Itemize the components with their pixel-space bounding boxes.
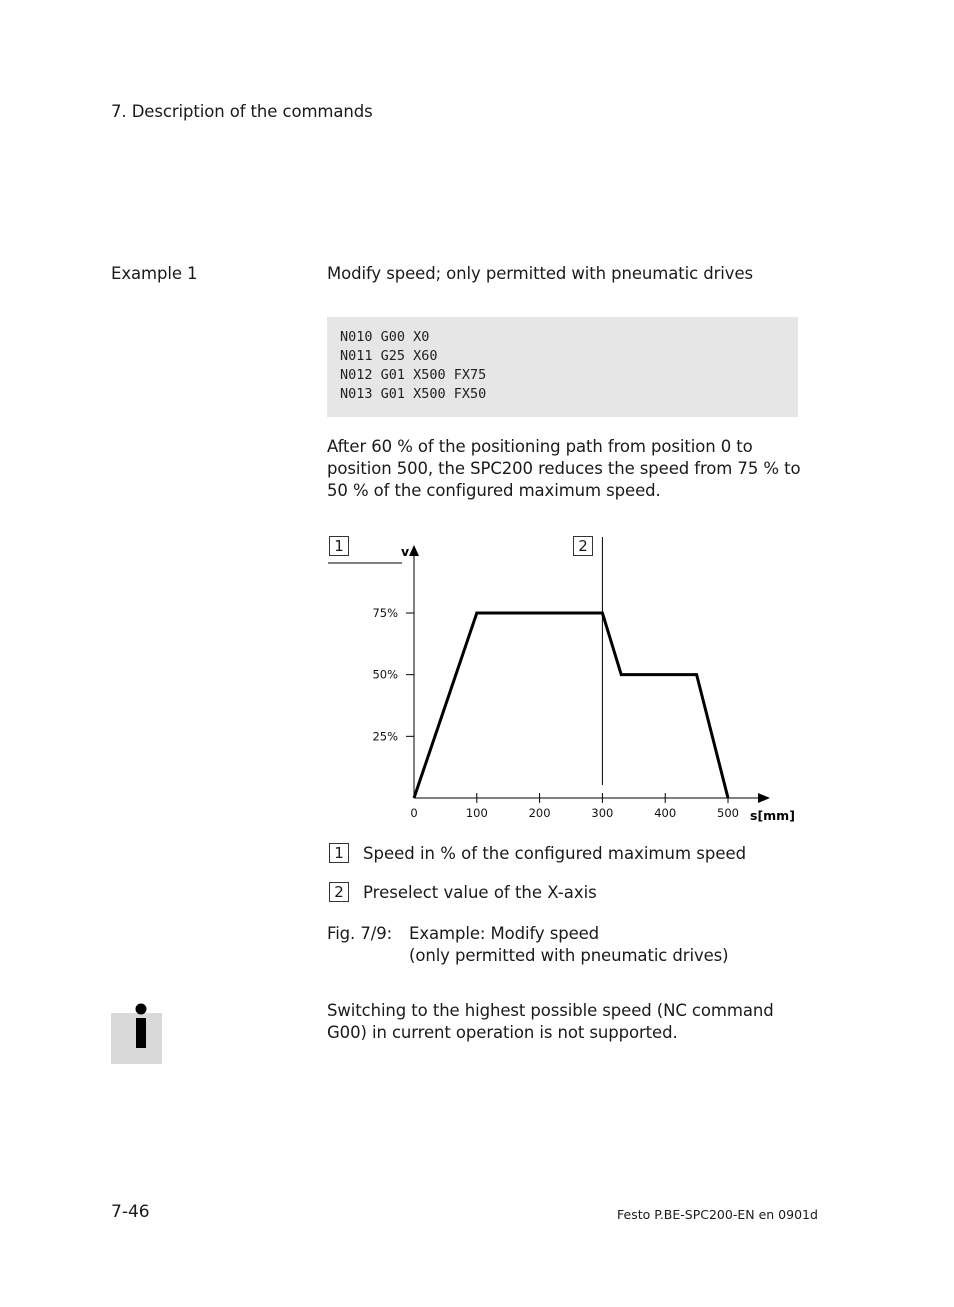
y-axis-label: v [401, 544, 410, 559]
example-title: Modify speed; only permitted with pneumatic drives [327, 264, 753, 283]
page-number: 7-46 [111, 1202, 150, 1222]
x-axis-arrow [758, 793, 770, 803]
x-tick-label: 100 [465, 806, 488, 820]
description-paragraph: After 60 % of the positioning path from position 0 to position 500, the SPC200 reduces the speed from 75 % to 50 % of the configured maximum speed. [327, 437, 801, 500]
y-tick-label: 25% [372, 729, 398, 744]
x-tick-label: 0 [410, 806, 418, 820]
code-line: N013 G01 X500 FX50 [340, 386, 487, 402]
y-tick-label: 75% [372, 606, 398, 620]
info-note-text: Switching to the highest possible speed (NC command G00) in current operation is not supported. [327, 1001, 774, 1042]
legend-2-number: 2 [329, 882, 349, 902]
figure-caption-line-1: Example: Modify speed [409, 924, 600, 943]
x-tick-label: 500 [717, 806, 739, 820]
x-tick-label: 200 [528, 806, 551, 820]
x-tick-label: 400 [654, 806, 677, 820]
code-line: N010 G00 X0 [340, 329, 430, 345]
code-block [327, 317, 798, 417]
y-tick-label: 50% [372, 667, 398, 682]
chapter-header: 7. Description of the commands [111, 102, 373, 121]
x-tick-label: 300 [591, 806, 614, 820]
info-icon-mark [111, 1000, 162, 1064]
chart-marks [414, 537, 728, 798]
speed-profile-line [414, 613, 728, 798]
code-line: N011 G25 X60 [340, 348, 438, 364]
speed-chart [326, 533, 806, 833]
marker-2-box: 2 [573, 536, 593, 556]
legend-2-text: Preselect value of the X-axis [363, 883, 597, 902]
legend-1-number: 1 [329, 843, 349, 863]
document-reference: Festo P.BE-SPC200-EN en 0901d [617, 1207, 818, 1222]
figure-caption [409, 923, 809, 967]
example-label: Example 1 [111, 264, 198, 283]
figure-label: Fig. 7/9: [327, 924, 393, 943]
legend-1-text: Speed in % of the configured maximum speed [363, 844, 747, 863]
figure-caption-line-2: (only permitted with pneumatic drives) [409, 946, 729, 965]
speed-chart-svg [326, 533, 806, 833]
y-axis-arrow [409, 545, 419, 556]
marker-1-box: 1 [329, 536, 349, 556]
x-axis-label: s[mm] [750, 808, 795, 823]
code-line: N012 G01 X500 FX75 [340, 367, 487, 383]
